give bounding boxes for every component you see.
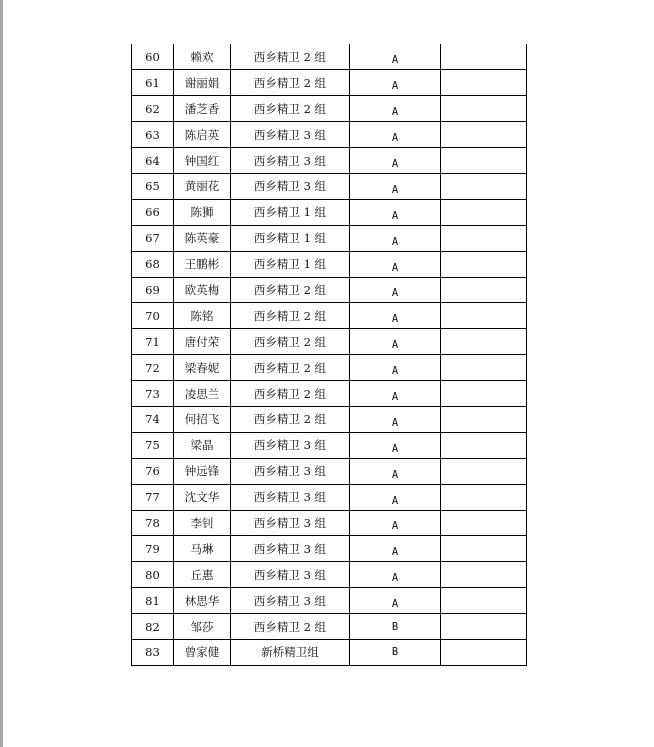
row-number-cell: 67 bbox=[132, 225, 174, 251]
group-cell: 新桥精卫组 bbox=[231, 639, 350, 665]
name-cell: 凌思兰 bbox=[174, 381, 231, 407]
row-number-cell: 79 bbox=[132, 536, 174, 562]
row-number-cell: 73 bbox=[132, 381, 174, 407]
table-row bbox=[132, 277, 527, 303]
group-cell: 西乡精卫 3 组 bbox=[231, 122, 350, 148]
group-cell: 西乡精卫 2 组 bbox=[231, 406, 350, 432]
note-cell bbox=[441, 277, 527, 303]
roster-table bbox=[131, 44, 527, 666]
note-cell bbox=[441, 562, 527, 588]
name-cell: 谢丽娟 bbox=[174, 70, 231, 96]
table-row bbox=[132, 44, 527, 70]
row-number-cell: 65 bbox=[132, 173, 174, 199]
grade-cell: A bbox=[350, 70, 441, 96]
name-cell: 梁晶 bbox=[174, 432, 231, 458]
group-cell: 西乡精卫 2 组 bbox=[231, 614, 350, 640]
row-number-cell: 60 bbox=[132, 44, 174, 70]
table-row bbox=[132, 406, 527, 432]
name-cell: 陈铭 bbox=[174, 303, 231, 329]
table-row bbox=[132, 199, 527, 225]
note-cell bbox=[441, 251, 527, 277]
page-left-edge bbox=[0, 0, 3, 747]
group-cell: 西乡精卫 2 组 bbox=[231, 96, 350, 122]
group-cell: 西乡精卫 2 组 bbox=[231, 277, 350, 303]
name-cell: 曾家健 bbox=[174, 639, 231, 665]
name-cell: 王鹏彬 bbox=[174, 251, 231, 277]
note-cell bbox=[441, 510, 527, 536]
table-row bbox=[132, 432, 527, 458]
grade-cell: A bbox=[350, 562, 441, 588]
note-cell bbox=[441, 173, 527, 199]
grade-cell: A bbox=[350, 484, 441, 510]
note-cell bbox=[441, 70, 527, 96]
note-cell bbox=[441, 381, 527, 407]
table-row bbox=[132, 614, 527, 640]
row-number-cell: 72 bbox=[132, 355, 174, 381]
group-cell: 西乡精卫 3 组 bbox=[231, 510, 350, 536]
name-cell: 马琳 bbox=[174, 536, 231, 562]
note-cell bbox=[441, 225, 527, 251]
name-cell: 梁春妮 bbox=[174, 355, 231, 381]
table-row bbox=[132, 329, 527, 355]
name-cell: 赖欢 bbox=[174, 44, 231, 70]
grade-cell: A bbox=[350, 251, 441, 277]
row-number-cell: 68 bbox=[132, 251, 174, 277]
name-cell: 李钊 bbox=[174, 510, 231, 536]
row-number-cell: 78 bbox=[132, 510, 174, 536]
grade-cell: A bbox=[350, 406, 441, 432]
name-cell: 丘惠 bbox=[174, 562, 231, 588]
table-row bbox=[132, 355, 527, 381]
name-cell: 唐付荣 bbox=[174, 329, 231, 355]
group-cell: 西乡精卫 2 组 bbox=[231, 355, 350, 381]
grade-cell: A bbox=[350, 96, 441, 122]
grade-cell: A bbox=[350, 44, 441, 70]
grade-cell: A bbox=[350, 199, 441, 225]
row-number-cell: 81 bbox=[132, 588, 174, 614]
name-cell: 邹莎 bbox=[174, 614, 231, 640]
group-cell: 西乡精卫 1 组 bbox=[231, 251, 350, 277]
row-number-cell: 66 bbox=[132, 199, 174, 225]
row-number-cell: 71 bbox=[132, 329, 174, 355]
group-cell: 西乡精卫 1 组 bbox=[231, 225, 350, 251]
grade-cell: A bbox=[350, 355, 441, 381]
row-number-cell: 76 bbox=[132, 458, 174, 484]
name-cell: 陈狮 bbox=[174, 199, 231, 225]
table-row bbox=[132, 148, 527, 174]
row-number-cell: 80 bbox=[132, 562, 174, 588]
row-number-cell: 77 bbox=[132, 484, 174, 510]
grade-cell: A bbox=[350, 303, 441, 329]
row-number-cell: 69 bbox=[132, 277, 174, 303]
note-cell bbox=[441, 96, 527, 122]
name-cell: 沈文华 bbox=[174, 484, 231, 510]
group-cell: 西乡精卫 2 组 bbox=[231, 70, 350, 96]
name-cell: 陈英豪 bbox=[174, 225, 231, 251]
note-cell bbox=[441, 588, 527, 614]
note-cell bbox=[441, 406, 527, 432]
table-row bbox=[132, 458, 527, 484]
table-row bbox=[132, 510, 527, 536]
name-cell: 黄丽花 bbox=[174, 173, 231, 199]
grade-cell: A bbox=[350, 381, 441, 407]
grade-cell: A bbox=[350, 510, 441, 536]
group-cell: 西乡精卫 3 组 bbox=[231, 148, 350, 174]
row-number-cell: 64 bbox=[132, 148, 174, 174]
note-cell bbox=[441, 122, 527, 148]
row-number-cell: 62 bbox=[132, 96, 174, 122]
note-cell bbox=[441, 355, 527, 381]
row-number-cell: 83 bbox=[132, 639, 174, 665]
table-row bbox=[132, 96, 527, 122]
table-row bbox=[132, 484, 527, 510]
table-row bbox=[132, 303, 527, 329]
name-cell: 陈启英 bbox=[174, 122, 231, 148]
note-cell bbox=[441, 458, 527, 484]
name-cell: 何招飞 bbox=[174, 406, 231, 432]
note-cell bbox=[441, 639, 527, 665]
table-row bbox=[132, 536, 527, 562]
note-cell bbox=[441, 303, 527, 329]
name-cell: 钟国红 bbox=[174, 148, 231, 174]
table-row bbox=[132, 251, 527, 277]
group-cell: 西乡精卫 2 组 bbox=[231, 303, 350, 329]
note-cell bbox=[441, 484, 527, 510]
name-cell: 钟远锋 bbox=[174, 458, 231, 484]
table-row bbox=[132, 562, 527, 588]
roster-table-body bbox=[132, 44, 527, 665]
group-cell: 西乡精卫 3 组 bbox=[231, 588, 350, 614]
name-cell: 林思华 bbox=[174, 588, 231, 614]
table-row bbox=[132, 70, 527, 96]
grade-cell: A bbox=[350, 432, 441, 458]
note-cell bbox=[441, 329, 527, 355]
table-row bbox=[132, 639, 527, 665]
note-cell bbox=[441, 148, 527, 174]
note-cell bbox=[441, 432, 527, 458]
grade-cell: A bbox=[350, 536, 441, 562]
group-cell: 西乡精卫 3 组 bbox=[231, 432, 350, 458]
group-cell: 西乡精卫 3 组 bbox=[231, 484, 350, 510]
group-cell: 西乡精卫 2 组 bbox=[231, 381, 350, 407]
group-cell: 西乡精卫 3 组 bbox=[231, 458, 350, 484]
grade-cell: B bbox=[350, 614, 441, 640]
grade-cell: A bbox=[350, 225, 441, 251]
grade-cell: A bbox=[350, 277, 441, 303]
group-cell: 西乡精卫 2 组 bbox=[231, 44, 350, 70]
note-cell bbox=[441, 614, 527, 640]
group-cell: 西乡精卫 1 组 bbox=[231, 199, 350, 225]
row-number-cell: 75 bbox=[132, 432, 174, 458]
row-number-cell: 82 bbox=[132, 614, 174, 640]
name-cell: 欧英梅 bbox=[174, 277, 231, 303]
row-number-cell: 70 bbox=[132, 303, 174, 329]
grade-cell: A bbox=[350, 173, 441, 199]
grade-cell: A bbox=[350, 588, 441, 614]
group-cell: 西乡精卫 2 组 bbox=[231, 329, 350, 355]
note-cell bbox=[441, 536, 527, 562]
note-cell bbox=[441, 199, 527, 225]
grade-cell: A bbox=[350, 122, 441, 148]
table-row bbox=[132, 381, 527, 407]
group-cell: 西乡精卫 3 组 bbox=[231, 173, 350, 199]
row-number-cell: 74 bbox=[132, 406, 174, 432]
grade-cell: B bbox=[350, 639, 441, 665]
grade-cell: A bbox=[350, 329, 441, 355]
group-cell: 西乡精卫 3 组 bbox=[231, 536, 350, 562]
grade-cell: A bbox=[350, 458, 441, 484]
group-cell: 西乡精卫 3 组 bbox=[231, 562, 350, 588]
name-cell: 潘芝香 bbox=[174, 96, 231, 122]
table-row bbox=[132, 173, 527, 199]
row-number-cell: 63 bbox=[132, 122, 174, 148]
row-number-cell: 61 bbox=[132, 70, 174, 96]
table-row bbox=[132, 122, 527, 148]
note-cell bbox=[441, 44, 527, 70]
table-row bbox=[132, 588, 527, 614]
grade-cell: A bbox=[350, 148, 441, 174]
table-row bbox=[132, 225, 527, 251]
